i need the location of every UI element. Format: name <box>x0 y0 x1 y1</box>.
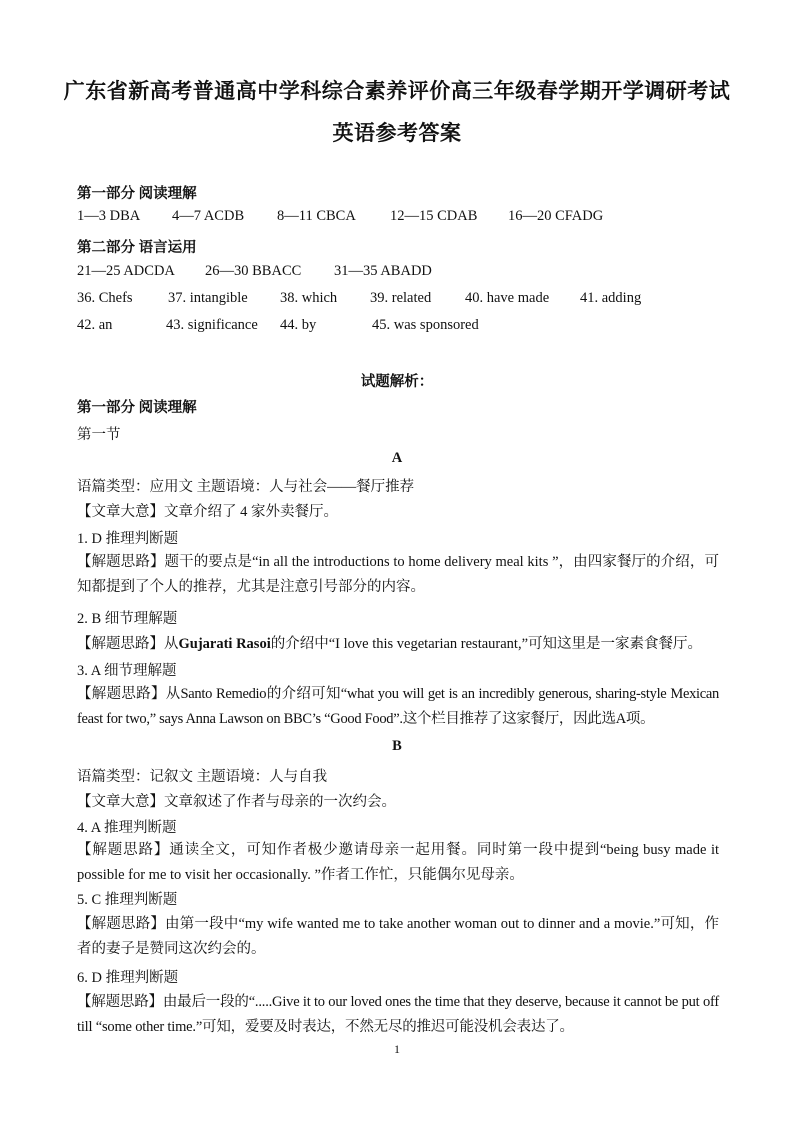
question-5-explanation: 【解题思路】由第一段中“my wife wanted me to take another woman out to dinner and a movie.”可知，作者的妻子是赞同这次约会的。 <box>77 916 719 957</box>
fill-answer: 41. adding <box>580 290 642 306</box>
question-1-label: 1. D 推理判断题 <box>77 531 179 547</box>
question-4-explanation: 【解题思路】通读全文，可知作者极少邀请母亲一起用餐。同时第一段中提到“being busy made it possible for me to visit her occasionally. ”作者工作忙，只能偶尔见母亲。 <box>77 842 719 883</box>
answer-group: 21—25 ADCDA <box>77 263 175 279</box>
page-number: 1 <box>394 1042 400 1056</box>
passage-b-summary: 【文章大意】文章叙述了作者与母亲的一次约会。 <box>77 794 396 810</box>
q2-suffix: 的介绍中“I love this vegetarian restaurant,”可知这里是一家素食餐厅。 <box>270 636 703 652</box>
fill-answer: 44. by <box>280 317 317 333</box>
question-2-explanation <box>77 632 702 653</box>
answers-part1-heading: 第一部分 阅读理解 <box>77 186 197 202</box>
fill-answer: 45. was sponsored <box>372 317 479 333</box>
fill-answer: 43. significance <box>166 317 258 333</box>
answer-group: 4—7 ACDB <box>172 208 245 224</box>
document-title: 广东省新高考普通高中学科综合素养评价高三年级春学期开学调研考试 <box>63 79 731 103</box>
question-4-label: 4. A 推理判断题 <box>77 820 177 836</box>
analysis-heading: 试题解析： <box>360 374 434 390</box>
question-1-explanation: 【解题思路】题干的要点是“in all the introductions to home delivery meal kits ”，由四家餐厅的介绍，可知都提到了个人的推荐，尤其是注意引号部分的内容。 <box>77 554 719 595</box>
fill-answer: 42. an <box>77 317 113 333</box>
question-3-label: 3. A 细节理解题 <box>77 663 177 679</box>
answer-group: 31—35 ABADD <box>334 263 432 279</box>
fill-answer: 36. Chefs <box>77 290 133 306</box>
passage-a-letter: A <box>391 450 403 466</box>
answer-group: 26—30 BBACC <box>205 263 302 279</box>
answer-group: 16—20 CFADG <box>508 208 604 224</box>
document-subtitle: 英语参考答案 <box>332 121 462 145</box>
question-3-explanation: 【解题思路】从Santo Remedio的介绍可知“what you will get is an incredibly generous, sharing-style Mexican feast for two,” says Anna Lawson on BBC’s “Good Food”.这个栏目推荐了这家餐厅，因此选A项。 <box>77 686 719 727</box>
answers-part2-heading: 第二部分 语言运用 <box>77 240 197 256</box>
question-6-explanation: 【解题思路】由最后一段的“.....Give it to our loved ones the time that they deserve, because it cannot be put off till “some other time.”可知，爱要及时表达，不然无尽的推迟可能没机会表达了。 <box>77 994 719 1035</box>
fill-answer: 40. have made <box>465 290 550 306</box>
answer-group: 1—3 DBA <box>77 208 141 224</box>
passage-a-type: 语篇类型：应用文 主题语境：人与社会——餐厅推荐 <box>77 479 415 495</box>
answer-group: 12—15 CDAB <box>390 208 478 224</box>
analysis-part1-heading: 第一部分 阅读理解 <box>77 400 197 416</box>
fill-answer: 39. related <box>370 290 432 306</box>
answer-group: 8—11 CBCA <box>277 208 356 224</box>
q2-prefix: 【解题思路】从 <box>77 636 179 652</box>
section-label: 第一节 <box>77 427 121 443</box>
q2-restaurant-name: Gujarati Rasoi <box>178 636 271 652</box>
question-5-label: 5. C 推理判断题 <box>77 892 178 908</box>
question-2-label: 2. B 细节理解题 <box>77 611 178 627</box>
fill-answer: 37. intangible <box>168 290 248 306</box>
fill-answer: 38. which <box>280 290 338 306</box>
passage-a-summary: 【文章大意】文章介绍了 4 家外卖餐厅。 <box>77 504 338 520</box>
passage-b-letter: B <box>392 738 402 754</box>
question-6-label: 6. D 推理判断题 <box>77 970 179 986</box>
passage-b-type: 语篇类型：记叙文 主题语境：人与自我 <box>77 769 328 785</box>
